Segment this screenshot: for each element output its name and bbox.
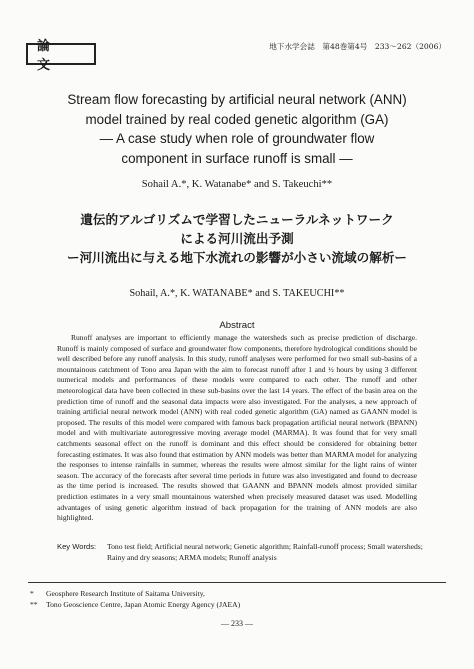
keywords-label: Key Words:	[57, 542, 97, 551]
paper-title-japanese	[20, 210, 454, 267]
title-ja-line: 遺伝的アルゴリズムで学習したニューラルネットワーク	[80, 212, 394, 227]
title-ja-line: ー河川流出に与える地下水流れの影響が小さい流域の解析ー	[66, 250, 408, 265]
keywords	[57, 541, 437, 563]
journal-info: 地下水学会誌 第48巻第4号 233〜262（2006）	[269, 42, 446, 51]
section-tag: 論 文	[26, 43, 96, 65]
title-ja-line: による河川流出予測	[180, 231, 294, 246]
title-line: Stream flow forecasting by artificial neural network (ANN)	[67, 92, 407, 107]
page-number: — 233 —	[221, 619, 253, 628]
authors-english: Sohail A.*, K. Watanabe* and S. Takeuchi**	[141, 179, 333, 190]
affiliation-text: Tono Geoscience Centre, Japan Atomic Energy Agency (JAEA)	[46, 600, 241, 609]
footnote-divider	[28, 582, 446, 583]
abstract-heading: Abstract	[219, 320, 255, 331]
title-line: — A case study when role of groundwater flow	[99, 131, 375, 146]
keywords-text: Tono test field; Artificial neural network; Genetic algorithm; Rainfall-runoff process; Small watersheds; Rainy and dry seasons; ARMA models; Runoff analysis	[107, 542, 423, 562]
affiliation-text: Geosphere Research Institute of Saitama University,	[46, 589, 205, 598]
affiliation-mark: *	[30, 589, 34, 598]
paper-title-english	[20, 90, 454, 168]
title-line: model trained by real coded genetic algorithm (GA)	[85, 111, 389, 127]
affiliation-1	[30, 589, 205, 598]
title-line: component in surface runoff is small —	[121, 150, 353, 166]
abstract-body: Runoff analyses are important to efficiently manage the watersheds such as precise prediction of discharge. Runoff is mainly composed of surface and groundwater flow components, therefore hydrological conditions should be well described before any runoff analysis. In this study, runoff analyses were performed for two small sub-basins of a mountainous catchment of Tono area Japan with the aim to forecast runoff after 1 and ½ hours by using 3 different numerical models and performances of these models were compared to each other. The runoff and other meteorological data have been collected in these sub-basins over the last 14 years. The effect of the basin area on the prediction time of runoff and the seasonal data impacts were also investigated. For the analyses, a new approach of training artificial neural network model (ANN) with real coded genetic algorithm (GA) named as GAANN model is proposed. The results of this model were compared with famous back propagation artificial neural network (BPANN) model and with multivariate autoregressive moving average model (MARMA). It was found that for very small catchments seasonal effect on the runoff is dominant and this effect should be considered for obtaining better forecasting estimates. It was also found that estimation by ANN models was better than MARMA model for analyzing the responses to intense rainfalls in summer, whereas the results were almost similar for the light rains of winter season. The accuracy of the forecasts after several time periods in future was also investigated and found to decrease as the time period is increased. The results showed that GAANN and BPANN models almost provided similar prediction estimates in a very small mountainous watershed when precisely measured dataset was used. Modelling advantages of using genetic algorithm instead of back propagation for the training of ANN models are also highlighted.	[57, 333, 417, 523]
affiliation-mark: **	[30, 600, 38, 609]
affiliation-2	[30, 600, 240, 609]
authors-japanese-section: Sohail, A.*, K. WATANABE* and S. TAKEUCHI**	[129, 288, 345, 299]
